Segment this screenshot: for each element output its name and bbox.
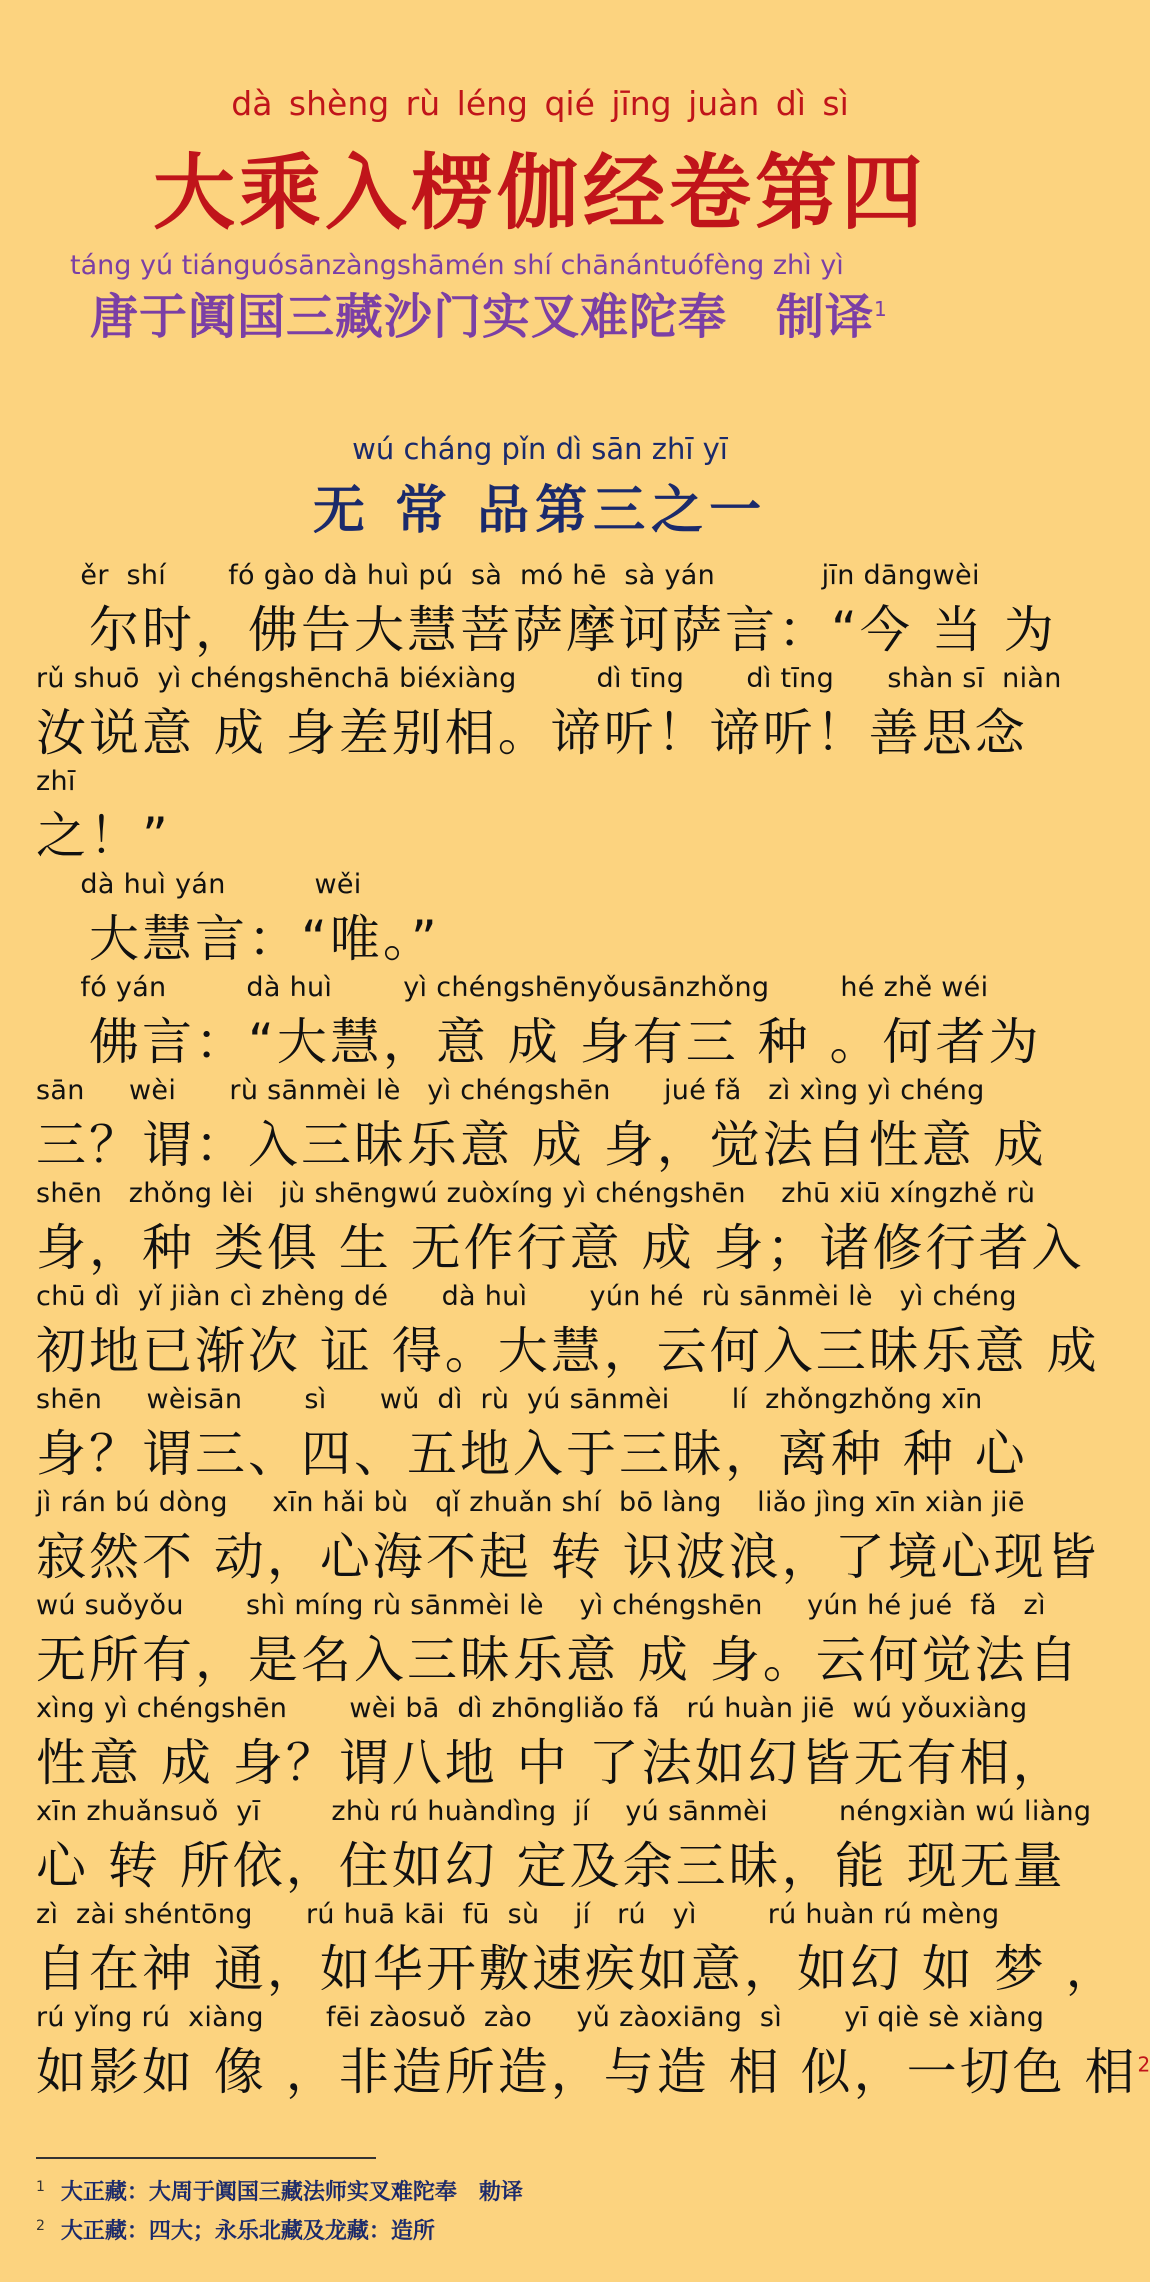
line-pinyin: wú suǒyǒu shì míng rù sānmèi lè yì chéngshēn yún hé jué fǎ zì — [36, 1590, 1046, 1621]
line-text — [36, 796, 171, 868]
line-text — [36, 590, 1057, 662]
line-text — [36, 1208, 1084, 1280]
subtitle-text: 唐于阗国三藏沙门实叉难陀奉 制译 — [90, 289, 875, 345]
footnote-text: 大正藏：四大；永乐北藏及龙藏：造所 — [60, 2219, 435, 2244]
footnote-number: 2 — [36, 2217, 45, 2234]
line-text-content: 寂然不 动，心海不起 转 识波浪，了境心现皆 — [36, 1528, 1100, 1586]
line-text — [36, 2032, 1150, 2104]
line-text-content: 佛言：“大慧，意 成 身有三 种 。何者为 — [36, 1013, 1042, 1071]
line-text — [36, 1723, 1066, 1795]
subtitle — [90, 278, 888, 347]
line-pinyin: xìng yì chéngshēn wèi bā dì zhōngliǎo fǎ rú huàn jiē wú yǒuxiàng — [36, 1693, 1028, 1724]
line-pinyin: rǔ shuō yì chéngshēnchā biéxiàng dì tīng dì tīng shàn sī niàn — [36, 663, 1062, 694]
line-text — [36, 1002, 1041, 1074]
line-text-content: 尔时，佛告大慧菩萨摩诃萨言：“今 当 为 — [36, 601, 1057, 659]
line-text-content: 大慧言：“唯。” — [36, 910, 440, 968]
chapter-title: 无 常 品第三之一 — [312, 481, 768, 541]
line-text-content: 心 转 所依，住如幻 定及余三昧，能 现无量 — [36, 1837, 1066, 1895]
line-text — [36, 1311, 1100, 1383]
footnote-2 — [36, 2214, 435, 2245]
line-text-content: 身？谓三、四、五地入于三昧，离种 种 心 — [36, 1425, 1028, 1483]
line-text-content: 三？谓：入三昧乐意 成 身，觉法自性意 成 — [36, 1116, 1047, 1174]
line-text-content: 自在神 通，如华开敷速疾如意，如幻 如 梦 ， — [36, 1940, 1119, 1998]
page-title: 大乘入楞伽经卷第四 — [152, 146, 927, 241]
line-text — [36, 1620, 1081, 1692]
line-text — [36, 693, 1028, 765]
footnote-1 — [36, 2175, 523, 2206]
line-text-content: 如影如 像 ，非造所造，与造 相 似，一切色 相 — [36, 2043, 1138, 2101]
line-pinyin: chū dì yǐ jiàn cì zhèng dé dà huì yún hé rù sānmèi lè yì chéng — [36, 1281, 1017, 1312]
line-text — [36, 1517, 1100, 1589]
title-pinyin: dà shèng rù léng qié jīng juàn dì sì — [231, 84, 849, 123]
line-text-content: 初地已渐次 证 得。大慧，云何入三昧乐意 成 — [36, 1322, 1100, 1380]
footnote-number: 1 — [36, 2178, 45, 2195]
line-text-content: 无所有，是名入三昧乐意 成 身。云何觉法自 — [36, 1631, 1081, 1689]
line-pinyin: xīn zhuǎnsuǒ yī zhù rú huàndìng jí yú sānmèi néngxiàn wú liàng — [36, 1796, 1092, 1827]
line-text — [36, 1105, 1047, 1177]
line-text-content: 之！” — [36, 807, 171, 865]
line-pinyin: dà huì yán wěi — [36, 869, 362, 900]
line-text-content: 汝说意 成 身差别相。谛听！谛听！善思念 — [36, 704, 1028, 762]
footnote-ref-2[interactable]: 2 — [1137, 2052, 1150, 2077]
line-pinyin: shēn zhǒng lèi jù shēngwú zuòxíng yì chéngshēn zhū xiū xíngzhě rù — [36, 1178, 1036, 1209]
line-pinyin: shēn wèisān sì wǔ dì rù yú sānmèi lí zhǒngzhǒng xīn — [36, 1384, 983, 1415]
line-pinyin: ěr shí fó gào dà huì pú sà mó hē sà yán jīn dāngwèi — [36, 560, 980, 591]
chapter-pinyin: wú cháng pǐn dì sān zhī yī — [352, 432, 728, 466]
line-text — [36, 1414, 1028, 1486]
line-pinyin: fó yán dà huì yì chéngshēnyǒusānzhǒng hé zhě wéi — [36, 972, 989, 1003]
line-text — [36, 1826, 1066, 1898]
footnote-ref-1[interactable]: 1 — [874, 297, 888, 321]
footnote-divider — [36, 2157, 376, 2159]
line-pinyin: zì zài shéntōng rú huā kāi fū sù jí rú yì rú huàn rú mèng — [36, 1899, 1000, 1930]
subtitle-pinyin: táng yú tiánguósānzàngshāmén shí chānántuófèng zhì yì — [70, 250, 844, 281]
line-pinyin: sān wèi rù sānmèi lè yì chéngshēn jué fǎ zì xìng yì chéng — [36, 1075, 985, 1106]
line-text — [36, 1929, 1119, 2001]
line-pinyin: zhī — [36, 766, 76, 797]
line-text-content: 性意 成 身？谓八地 中 了法如幻皆无有相， — [36, 1734, 1066, 1792]
line-pinyin: rú yǐng rú xiàng fēi zàosuǒ zào yǔ zàoxiāng sì yī qiè sè xiàng — [36, 2002, 1045, 2033]
line-pinyin: jì rán bú dòng xīn hǎi bù qǐ zhuǎn shí bō làng liǎo jìng xīn xiàn jiē — [36, 1487, 1025, 1518]
line-text — [36, 899, 440, 971]
line-text-content: 身，种 类俱 生 无作行意 成 身；诸修行者入 — [36, 1219, 1085, 1277]
footnote-text: 大正藏：大周于阗国三藏法师实叉难陀奉 勅译 — [60, 2180, 523, 2205]
